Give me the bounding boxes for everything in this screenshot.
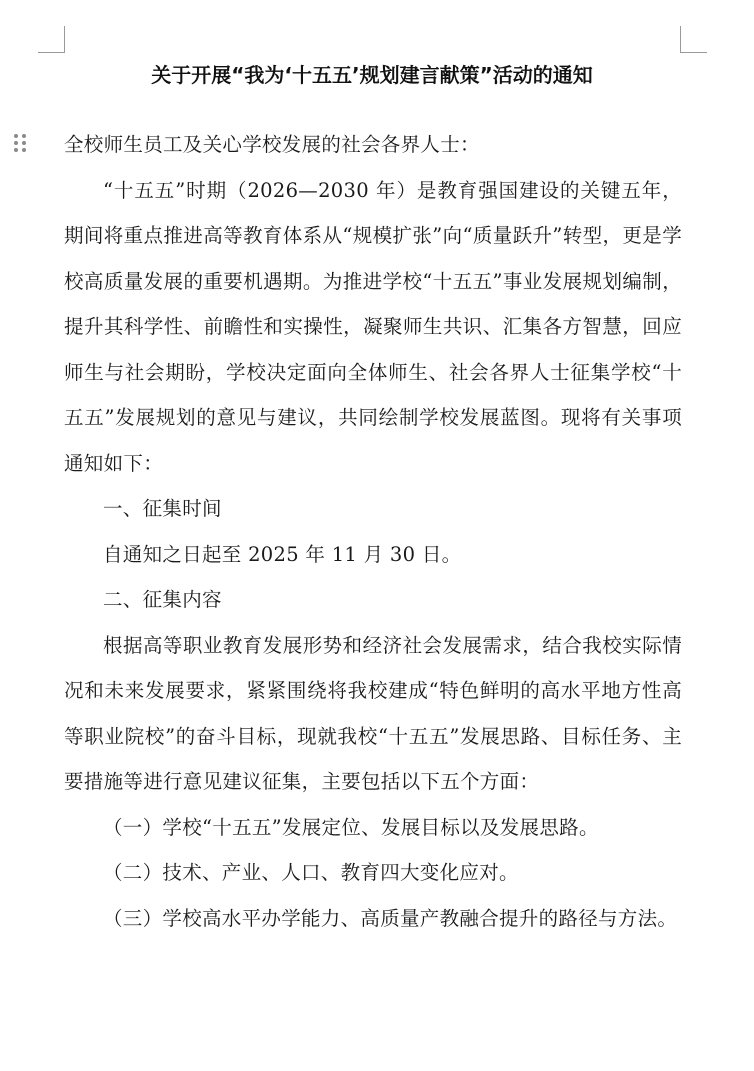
section-heading-time: 一、征集时间 xyxy=(103,497,222,520)
list-item-2: （二）技术、产业、人口、教育四大变化应对。 xyxy=(103,861,519,884)
page-corner-mark-top-right xyxy=(680,26,707,53)
paragraph-time: 自通知之日起至 2025 年 11 月 30 日。 xyxy=(103,542,462,566)
paragraph-content: 根据高等职业教育发展形势和经济社会发展需求，结合我校实际情况和未来发展要求，紧紧围绕将我校建成“特色鲜明的高水平地方性高等职业院校”的奋斗目标，现就我校“十五五”发展思路、目标任务、主要措施等进行意见建议征集，主要包括以下五个方面： xyxy=(64,633,682,793)
drag-handle-icon[interactable] xyxy=(14,134,28,154)
page-corner-mark-top-left xyxy=(38,26,65,53)
document-body xyxy=(64,122,682,941)
section-heading-content: 二、征集内容 xyxy=(103,588,222,611)
salutation: 全校师生员工及关心学校发展的社会各界人士： xyxy=(64,133,480,156)
list-item-3: （三）学校高水平办学能力、高质量产教融合提升的路径与方法。 xyxy=(103,906,678,930)
document-title: 关于开展“我为‘十五五’规划建言献策”活动的通知 xyxy=(151,63,593,87)
list-item-1: （一）学校“十五五”发展定位、发展目标以及发展思路。 xyxy=(103,815,599,839)
paragraph-intro: “十五五”时期（2026—2030 年）是教育强国建设的关键五年，期间将重点推进高等教育体系从“规模扩张”向“质量跃升”转型，更是学校高质量发展的重要机遇期。为推进学校“十五五”事业发展规划编制，提升其科学性、前瞻性和实操性，凝聚师生共识、汇集各方智慧，回应师生与社会期盼，学校决定面向全体师生、社会各界人士征集学校“十五五”发展规划的意见与建议，共同绘制学校发展蓝图。现将有关事项通知如下： xyxy=(64,178,682,475)
